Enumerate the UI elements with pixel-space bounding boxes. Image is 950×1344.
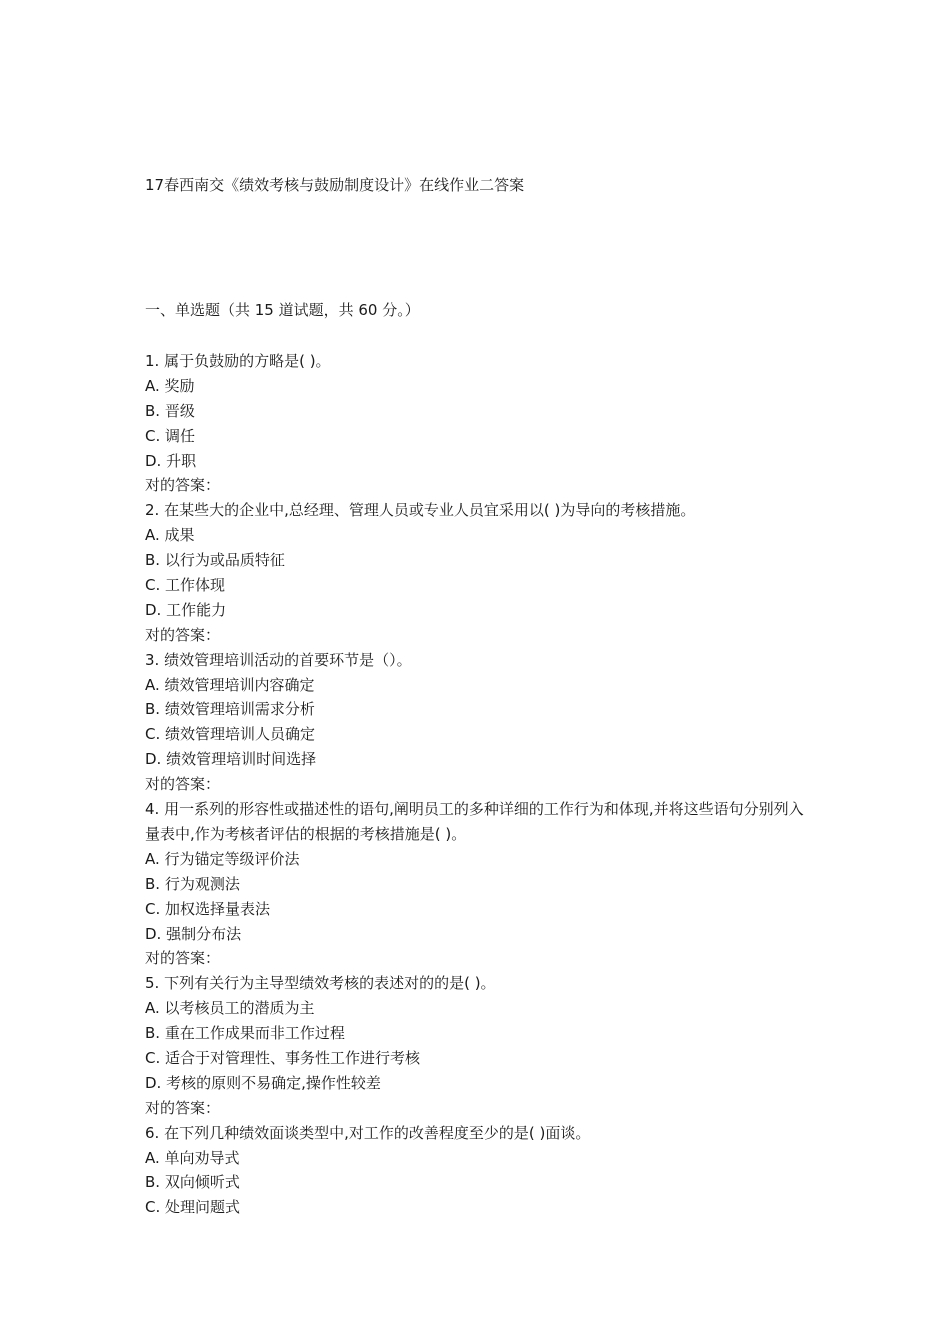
question-stem: 2. 在某些大的企业中,总经理、管理人员或专业人员宜采用以( )为导向的考核措施。 — [145, 501, 696, 520]
option-a: A. 行为锚定等级评价法 — [145, 849, 300, 868]
option-d: D. 强制分布法 — [145, 924, 242, 943]
option-a: A. 单向劝导式 — [145, 1148, 240, 1167]
option-b: B. 行为观测法 — [145, 874, 240, 893]
option-d: D. 考核的原则不易确定,操作性较差 — [145, 1073, 381, 1092]
answer-label: 对的答案： — [145, 949, 221, 968]
option-a: A. 奖励 — [145, 376, 195, 395]
option-c: C. 工作体现 — [145, 576, 226, 595]
answer-label: 对的答案： — [145, 775, 221, 794]
option-b: B. 双向倾听式 — [145, 1173, 240, 1192]
option-d: D. 工作能力 — [145, 600, 227, 619]
document-title: 17春西南交《绩效考核与鼓励制度设计》在线作业二答案 — [145, 176, 525, 194]
option-a: A. 绩效管理培训内容确定 — [145, 675, 315, 694]
option-c: C. 加权选择量表法 — [145, 899, 271, 918]
question-stem: 6. 在下列几种绩效面谈类型中,对工作的改善程度至少的是( )面谈。 — [145, 1123, 591, 1142]
question-stem: 1. 属于负鼓励的方略是( )。 — [145, 352, 331, 370]
section-heading: 一、单选题（共 15 道试题，共 60 分。） — [145, 301, 420, 319]
option-a: A. 成果 — [145, 526, 195, 545]
option-c: C. 处理问题式 — [145, 1198, 241, 1217]
question-stem: 5. 下列有关行为主导型绩效考核的表述对的的是( )。 — [145, 974, 496, 993]
answer-label: 对的答案： — [145, 476, 221, 495]
option-b: B. 晋级 — [145, 401, 195, 420]
option-d: D. 绩效管理培训时间选择 — [145, 750, 317, 769]
question-stem: 3. 绩效管理培训活动的首要环节是（）。 — [145, 650, 412, 669]
option-c: C. 绩效管理培训人员确定 — [145, 725, 316, 744]
option-c: C. 适合于对管理性、事务性工作进行考核 — [145, 1048, 421, 1067]
answer-label: 对的答案： — [145, 625, 221, 644]
option-a: A. 以考核员工的潜质为主 — [145, 999, 315, 1018]
question-list — [145, 349, 815, 1220]
option-b: B. 绩效管理培训需求分析 — [145, 700, 315, 719]
option-b: B. 重在工作成果而非工作过程 — [145, 1024, 345, 1043]
answer-label: 对的答案： — [145, 1098, 221, 1117]
option-d: D. 升职 — [145, 451, 197, 470]
question-stem: 4. 用一系列的形容性或描述性的语句,阐明员工的多种详细的工作行为和体现,并将这些语句分别列入量表中,作为考核者评估的根据的考核措施是( )。 — [145, 800, 804, 843]
option-c: C. 调任 — [145, 426, 196, 445]
option-b: B. 以行为或品质特征 — [145, 551, 285, 570]
